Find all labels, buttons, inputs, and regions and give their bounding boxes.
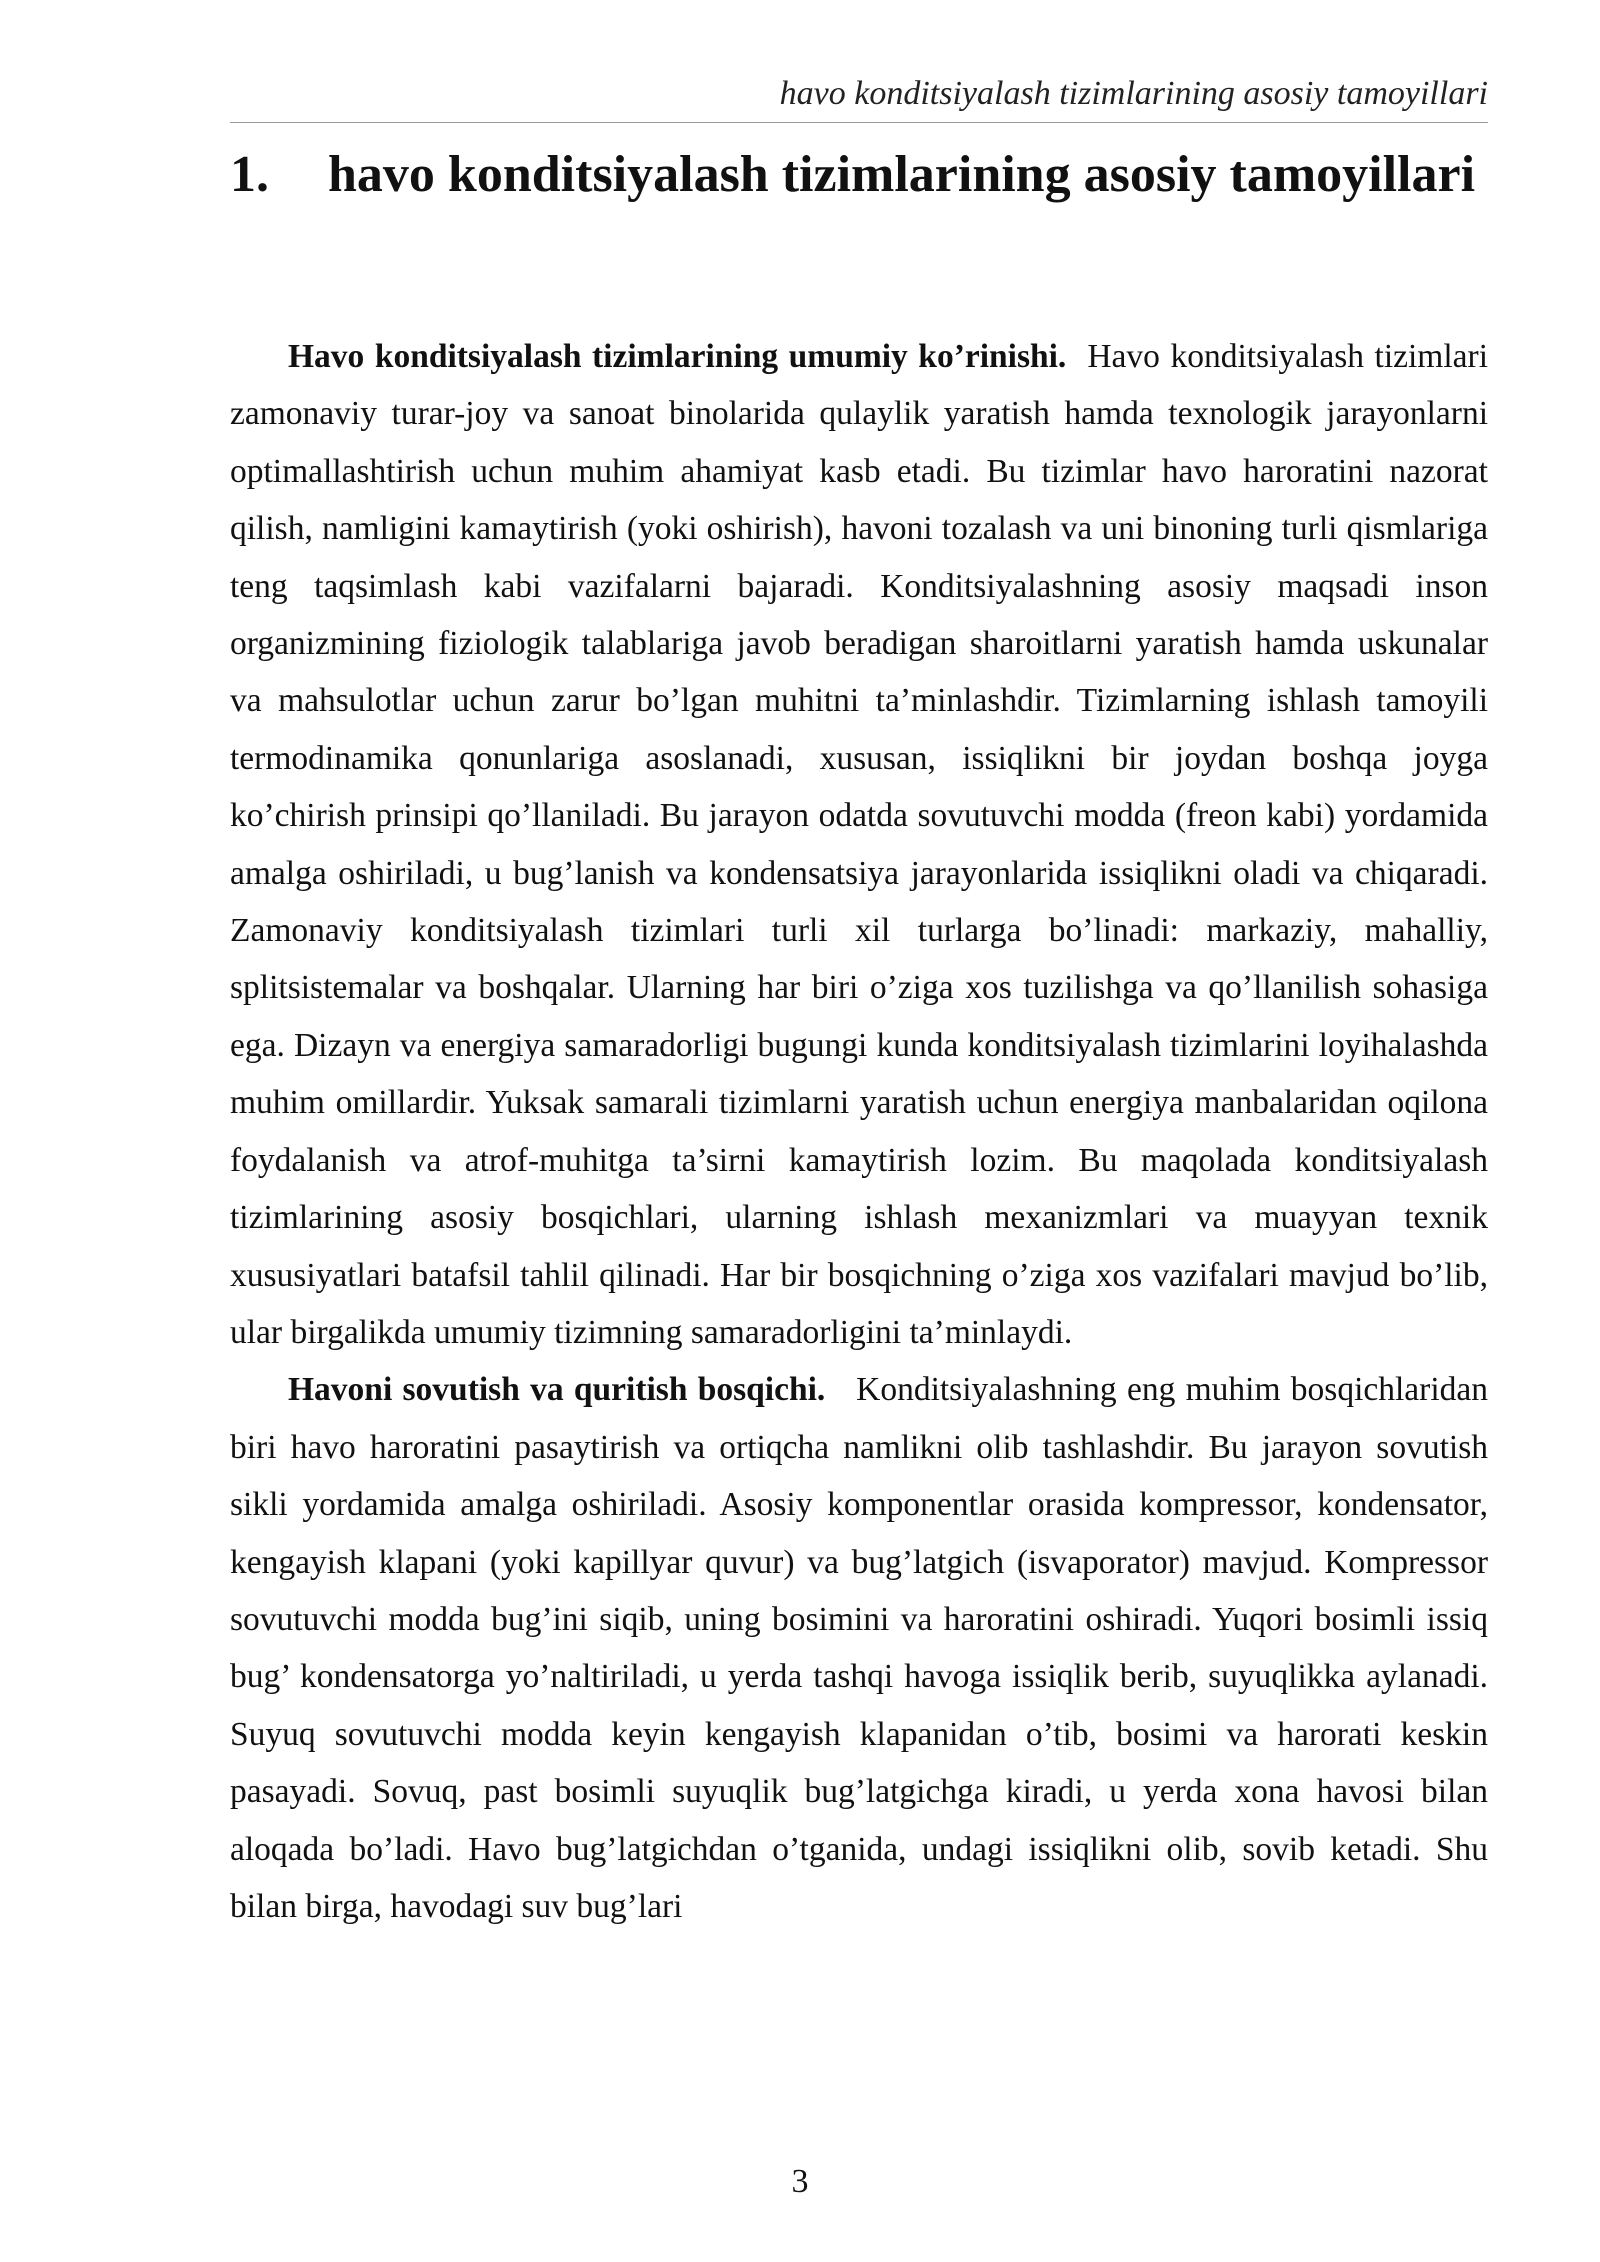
chapter-number: 1. [230, 146, 269, 203]
paragraph-cooling [230, 1361, 1488, 1935]
running-header: havo konditsiyalash tizimlarining asosiy tamoyillari [779, 75, 1488, 112]
page-number: 3 [791, 2163, 809, 2200]
paragraph-overview [230, 328, 1488, 1361]
header-divider [230, 122, 1488, 123]
body-text [230, 328, 1488, 1935]
paragraph-cooling-text: Konditsiyalashning eng muhim bosqichlaridan biri havo haroratini pasaytirish va ortiqcha namlikni olib tashlashdir. Bu jarayon sovutish sikli yordamida amalga oshiriladi. Asosiy komponentlar orasida kompressor, kondensator, kengayish klapani (yoki kapillyar quvur) va bug’latgich (isvaporator) mavjud. Kompressor sovutuvchi modda bug’ini siqib, uning bosimini va haroratini oshiradi. Yuqori bosimli issiq bug’ kondensatorga yo’naltiriladi, u yerda tashqi havoga issiqlik berib, suyuqlikka aylanadi. Suyuq sovutuvchi modda keyin kengayish klapanidan o’tib, bosimi va harorati keskin pasayadi. Sovuq, past bosimli suyuqlik bug’latgichga kiradi, u yerda xona havosi bilan aloqada bo’ladi. Havo bug’latgichdan o’tganida, undagi issiqlikni olib, sovib ketadi. Shu bilan birga, havodagi suv bug’lari [230, 1371, 1489, 1925]
paragraph-overview-text: Havo konditsiyalash tizimlari zamonaviy turar-joy va sanoat binolarida qulaylik yaratish hamda texnologik jarayonlarni optimallashtirish uchun muhim ahamiyat kasb etadi. Bu tizimlar havo haroratini nazorat qilish, namligini kamaytirish (yoki oshirish), havoni tozalash va uni binoning turli qismlariga teng taqsimlash kabi vazifalarni bajaradi. Konditsiyalashning asosiy maqsadi inson organizmining fiziologik talablariga javob beradigan sharoitlarni yaratish hamda uskunalar va mahsulotlar uchun zarur bo’lgan muhitni ta’minlashdir. Tizimlarning ishlash tamoyili termodinamika qonunlariga asoslanadi, xususan, issiqlikni bir joydan boshqa joyga ko’chirish prinsipi qo’llaniladi. Bu jarayon odatda sovutuvchi modda (freon kabi) yordamida amalga oshiriladi, u bug’lanish va kondensatsiya jarayonlarida issiqlikni oladi va chiqaradi. Zamonaviy konditsiyalash tizimlari turli xil turlarga bo’linadi: markaziy, mahalliy, splitsistemalar va boshqalar. Ularning har biri o’ziga xos tuzilishga va qo’llanilish sohasiga ega. Dizayn va energiya samaradorligi bugungi kunda konditsiyalash tizimlarini loyihalashda muhim omillardir. Yuksak samarali tizimlarni yaratish uchun energiya manbalaridan oqilona foydalanish va atrof-muhitga ta’sirni kamaytirish lozim. Bu maqolada konditsiyalash tizimlarining asosiy bosqichlari, ularning ishlash mexanizmlari va muayyan texnik xususiyatlari batafsil tahlil qilinadi. Har bir bosqichning o’ziga xos vazifalari mavjud bo’lib, ular birgalikda umumiy tizimning samaradorligini ta’minlaydi. [230, 338, 1488, 1351]
chapter-title [230, 134, 1488, 216]
section-heading-cooling: Havoni sovutish va quritish bosqichi. [288, 1371, 826, 1409]
section-heading-overview: Havo konditsiyalash tizimlarining umumiy ko’rinishi. [288, 338, 1067, 375]
chapter-title-text: havo konditsiyalash tizimlarining asosiy tamoyillari [328, 146, 1476, 203]
